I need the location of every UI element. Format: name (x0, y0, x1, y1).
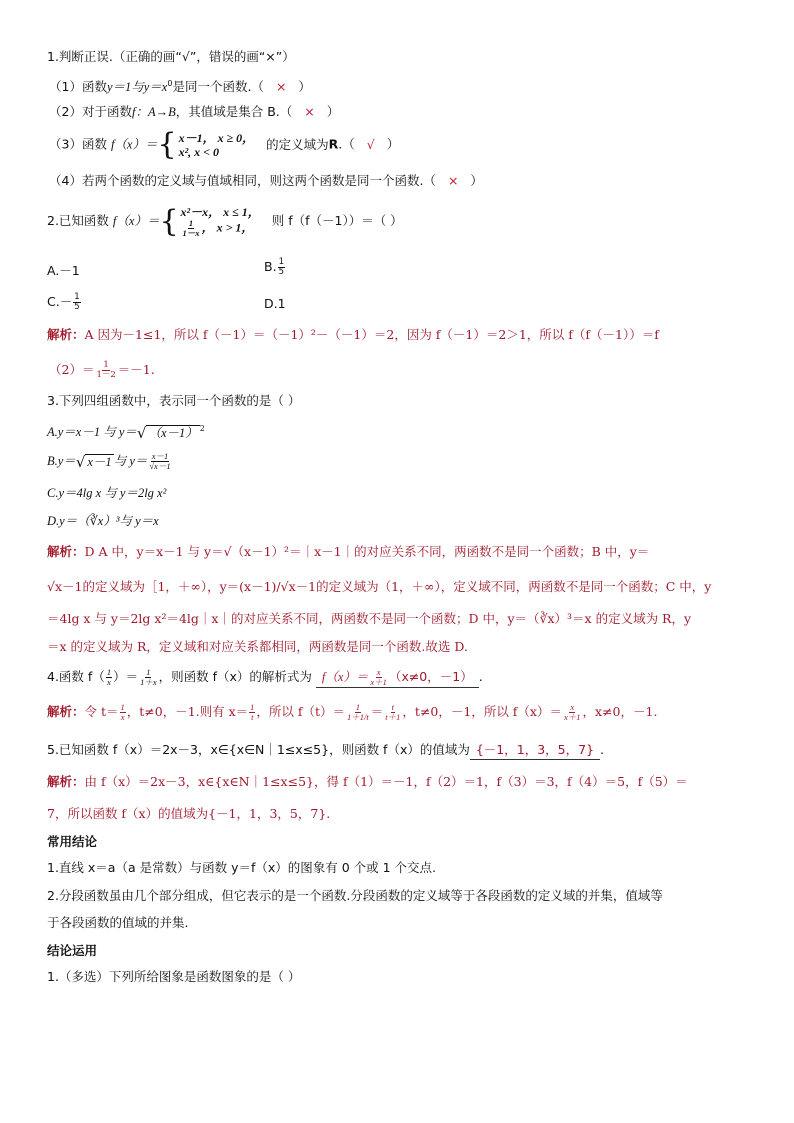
conclusion-1: 1.直线 x＝a（a 是常数）与函数 y＝f（x）的图象有 0 个或 1 个交点. (47, 860, 437, 875)
q1-title: 1.判断正误.（正确的画“√”，错误的画“×”） (47, 49, 295, 64)
q3-analysis-line-4: ＝x 的定义域为 R，定义域和对应关系都相同，两函数是同一个函数.故选 D. (47, 639, 468, 654)
q4-analysis: 解析：令 t＝ $\frac{1}{x}$ ，t≠0，－1.则有 x＝ $\frac{1}{t}$ ，所以 f（t）＝ $\frac{1}{1+1/t}$ ＝ $\frac{t}{t+1}$ ，t≠0，－1，所以 f（x）＝ $\frac{x}{x+1}$ ，x≠0，－1. (47, 702, 658, 722)
q1-answer-3: √ (366, 136, 375, 152)
conclusions-heading: 常用结论 (47, 834, 98, 849)
q5-answer-blank: {－1，1，3，5，7} (470, 741, 600, 760)
q3-option-a: A.y＝x－1 与 y＝ √ （x－1） $^2$ (47, 423, 205, 442)
q3-option-d: D.y＝（∛x）³与 y＝x (47, 514, 159, 528)
q3-analysis-line-1: 解析：D A 中，y＝x－1 与 y＝√（x－1）²＝｜x－1｜的对应关系不同，两函数不是同一个函数；B 中，y＝ (47, 544, 650, 559)
q1-item-1: （1）函数y＝1与$y=x^0$是同一个函数.（ × ） (49, 79, 311, 95)
piecewise-brace-1: { x－1， x ≥ 0， x², x < 0 (157, 127, 255, 162)
conclusion-2-line-1: 2.分段函数虽由几个部分组成，但它表示的是一个函数.分段函数的定义域等于各段函数的定义域的并集，值域等 (47, 888, 663, 903)
q1-item-2: （2）对于函数f：A→B，其值域是集合 B.（ × ） (49, 104, 340, 119)
q3-option-b: B.y＝ √ x－1 与 y＝ $\frac{x-1}{√x-1}$ (47, 451, 171, 471)
piecewise-brace-2: { x²－x， x ≤ 1， $\frac{1}{1-x}$ ， x > 1， (159, 203, 260, 239)
q1-answer-4: × (447, 173, 459, 188)
q5-analysis-line-1: 解析：由 f（x）＝2x－3，x∈{x∈N｜1≤x≤5}，得 f（1）＝－1，f（2）＝1，f（3）＝3，f（4）＝5，f（5）＝ (47, 774, 688, 789)
q2-analysis-line-1: 解析：A 因为－1≤1，所以 f（－1）＝（－1）²－（－1）＝2，因为 f（－1）＝2＞1，所以 f（f（－1））＝f (47, 327, 659, 342)
q1-answer-1: × (275, 79, 287, 95)
application-heading: 结论运用 (47, 943, 98, 958)
q4-answer-blank: f（x）＝ $\frac{x}{x+1}$ （x≠0，－1） (316, 668, 479, 688)
q3-analysis-line-3: ＝4lg x 与 y＝2lg x²＝4lg｜x｜的对应关系不同，两函数不是同一个函数；D 中，y＝（∛x）³＝x 的定义域为 R，y (47, 611, 692, 626)
q2-stem: 2.已知函数 f（x）＝ { x²－x， x ≤ 1， $\frac{1}{1-x}$ ， x > 1， 则 f（f（－1））＝（ ） (47, 203, 403, 239)
q1-answer-2: × (304, 104, 315, 119)
q5-analysis-line-2: 7，所以函数 f（x）的值域为{－1，1，3，5，7}. (47, 806, 331, 821)
q4-stem: 4.函数 f（ $\frac{1}{x}$ ）＝ $\frac{1}{1+x}$ ，则函数 f（x）的解析式为 f（x）＝ $\frac{x}{x+1}$ （x≠0，－1） . (47, 667, 483, 687)
application-question-1: 1.（多选）下列所给图象是函数图象的是（ ） (47, 969, 301, 984)
conclusion-2-line-2: 于各段函数的值域的并集. (47, 915, 189, 930)
q2-option-b: B. $\frac{1}{5}$ (264, 257, 284, 277)
q3-analysis-line-2: √x－1的定义域为［1，＋∞），y＝(x－1)/√x－1的定义域为（1，＋∞），定义域不同，两函数不是同一个函数；C 中，y (47, 579, 712, 594)
q5-stem: 5.已知函数 f（x）＝2x－3，x∈{x∈N｜1≤x≤5}，则函数 f（x）的值域为 {－1，1，3，5，7} . (47, 741, 604, 760)
q3-option-c: C.y＝4lg x 与 y＝2lg x² (47, 486, 167, 500)
q2-option-d: D.1 (264, 296, 286, 311)
q2-option-a: A.－1 (47, 263, 80, 278)
q2-analysis-line-2: （2）＝ $\frac{1}{1-2}$ ＝－1. (49, 360, 155, 380)
q1-item-3: （3）函数 f（x）＝ { x－1， x ≥ 0， x², x < 0 的定义域为R.（ √ ） (49, 127, 400, 162)
q2-option-c: C.－ $\frac{1}{5}$ (47, 292, 80, 312)
q1-item-4: （4）若两个函数的定义域与值域相同，则这两个函数是同一个函数.（ × ） (49, 173, 483, 188)
q3-title: 3.下列四组函数中，表示同一个函数的是（ ） (47, 393, 301, 408)
